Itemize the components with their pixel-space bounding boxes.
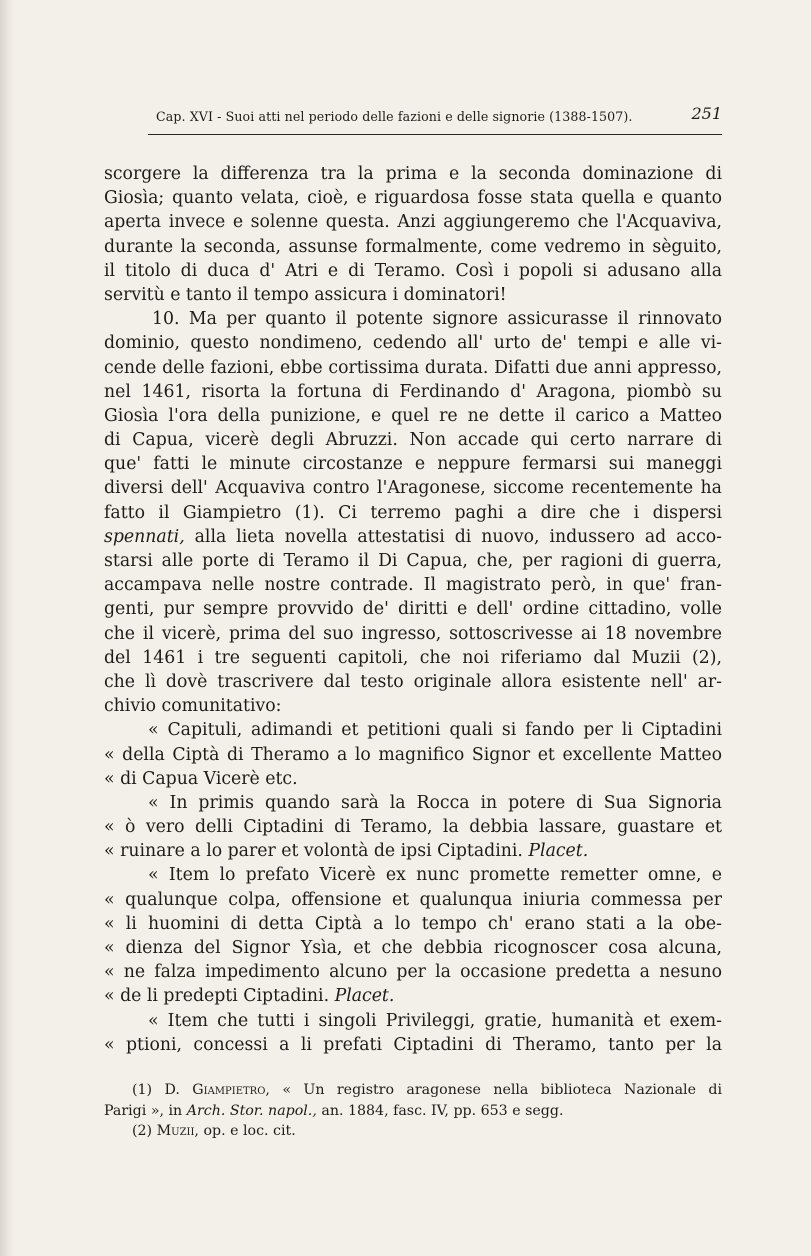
running-title: Cap. XVI - Suoi atti nel periodo delle fazioni e delle signorie (1388-1507). (156, 109, 633, 124)
quote-line: « dienza del Signor Ysìa, et che debbia ricognoscer cosa alcuna, (104, 938, 722, 958)
footnote-marker: (1) D. (132, 1082, 180, 1098)
text-line: del 1461 i tre seguenti capitoli, che noi riferiamo dal Muzii (2), (104, 647, 722, 668)
footnote-author: Muzii, (156, 1123, 199, 1139)
text-line (104, 525, 722, 549)
text-line: nel 1461, risorta la fortuna di Ferdinando d' Aragona, piombò su (104, 381, 722, 402)
text-line: aperta invece e solenne questa. Anzi aggiungeremo che l'Acquaviva, (104, 212, 722, 233)
footnote-1-cont (104, 1101, 722, 1122)
footnote-text: Parigi », in (104, 1102, 183, 1119)
text-line: scorgere la differenza tra la prima e la seconda dominazione di (104, 164, 722, 184)
quote-line: « ò vero delli Ciptadini di Teramo, la debbia lassare, guastare et (104, 817, 722, 838)
running-head (104, 104, 722, 130)
text-line-rest: alla lieta novella attestatisi di nuovo, indussero ad acco- (194, 526, 722, 547)
text-line: cende delle fazioni, ebbe cortissima durata. Difatti due anni appresso, (104, 357, 722, 378)
footnote-author: Giampietro, (192, 1082, 270, 1098)
quote-line: « In primis quando sarà la Rocca in potere di Sua Signoria (148, 792, 722, 813)
text-line: starsi alle porte di Teramo il Di Capua, che, per ragioni di guerra, (104, 551, 722, 571)
book-gutter-shadow (0, 0, 14, 1256)
italic-word: spennati, (104, 526, 185, 547)
footnote-text: « Un registro aragonese nella biblioteca Nazionale di (282, 1082, 722, 1098)
quote-line: « Item lo prefato Vicerè ex nunc promette remetter omne, e (148, 865, 722, 886)
text-line: che lì dovè trascrivere dal testo originale allora esistente nell' ar- (104, 671, 722, 692)
footnote-text: op. e loc. cit. (203, 1123, 296, 1139)
footnote-text: an. 1884, fasc. IV, pp. 653 e segg. (321, 1102, 564, 1119)
text-line: Giosìa l'ora della punizione, e quel re ne dette il carico a Matteo (104, 405, 722, 426)
text-line: fatto il Giampietro (1). Ci terremo paghi a dire che i dispersi (104, 502, 722, 523)
quote-line: « qualunque colpa, offensione et qualunqua iniuria commessa per (104, 889, 722, 910)
footnote-2 (104, 1121, 722, 1142)
page-number: 251 (691, 104, 722, 123)
footnote-1 (104, 1080, 722, 1101)
book-page (104, 104, 722, 1139)
footnotes (104, 1080, 722, 1142)
quote-line: « ptioni, concessi a li prefati Ciptadini di Theramo, tanto per la (104, 1034, 722, 1055)
quote-line-text: « de li predepti Ciptadini. (104, 986, 330, 1007)
placet-word: Placet. (528, 841, 589, 862)
quote-line: « ne falza impedimento alcuno per la occasione predetta a nesuno (104, 962, 722, 983)
header-rule (148, 134, 722, 135)
text-line: chivio comunitativo: (104, 696, 282, 717)
text-line: di Capua, vicerè degli Abruzzi. Non accade qui certo narrare di (104, 430, 722, 451)
body-text (104, 162, 722, 1057)
quote-line (104, 839, 722, 863)
footnote-journal: Arch. Stor. napol., (186, 1102, 317, 1119)
quote-line: « Capituli, adimandi et petitioni quali si fando per li Ciptadini (148, 720, 722, 741)
placet-word: Placet. (334, 986, 395, 1007)
quote-line: « della Ciptà di Theramo a lo magnifico Signor et excellente Matteo (104, 744, 722, 765)
text-line: accampava nelle nostre contrade. Il magistrato però, in que' fran- (104, 575, 722, 596)
text-line: genti, pur sempre provvido de' diritti e dell' ordine cittadino, volle (104, 599, 722, 620)
text-line: que' fatti le minute circostanze e neppure fermarsi sui maneggi (104, 454, 722, 475)
text-line: diversi dell' Acquaviva contro l'Aragonese, siccome recentemente ha (104, 478, 722, 499)
quote-line: « li huomini di detta Ciptà a lo tempo ch' erano stati a la obe- (104, 913, 722, 934)
quote-line: « di Capua Vicerè etc. (104, 768, 298, 789)
section-10-first-line: 10. Ma per quanto il potente signore assicurasse il rinnovato (152, 309, 722, 330)
text-line: Giosìa; quanto velata, cioè, e riguardosa fosse stata quella e quanto (104, 188, 722, 209)
quote-line (104, 984, 722, 1008)
quote-line: « Item che tutti i singoli Privileggi, gratie, humanità et exem- (148, 1010, 722, 1031)
text-line: servitù e tanto il tempo assicura i dominatori! (104, 284, 507, 305)
text-line: dominio, questo nondimeno, cedendo all' urto de' tempi e alle vi- (104, 333, 722, 354)
text-line: che il vicerè, prima del suo ingresso, sottoscrivesse ai 18 novembre (104, 623, 722, 644)
quote-line-text: « ruinare a lo parer et volontà de ipsi Ciptadini. (104, 841, 523, 862)
text-line: durante la seconda, assunse formalmente, come vedremo in sèguito, (104, 236, 722, 257)
text-line: il titolo di duca d' Atri e di Teramo. Così i popoli si adusano alla (104, 260, 722, 281)
footnote-marker: (2) (132, 1123, 153, 1139)
